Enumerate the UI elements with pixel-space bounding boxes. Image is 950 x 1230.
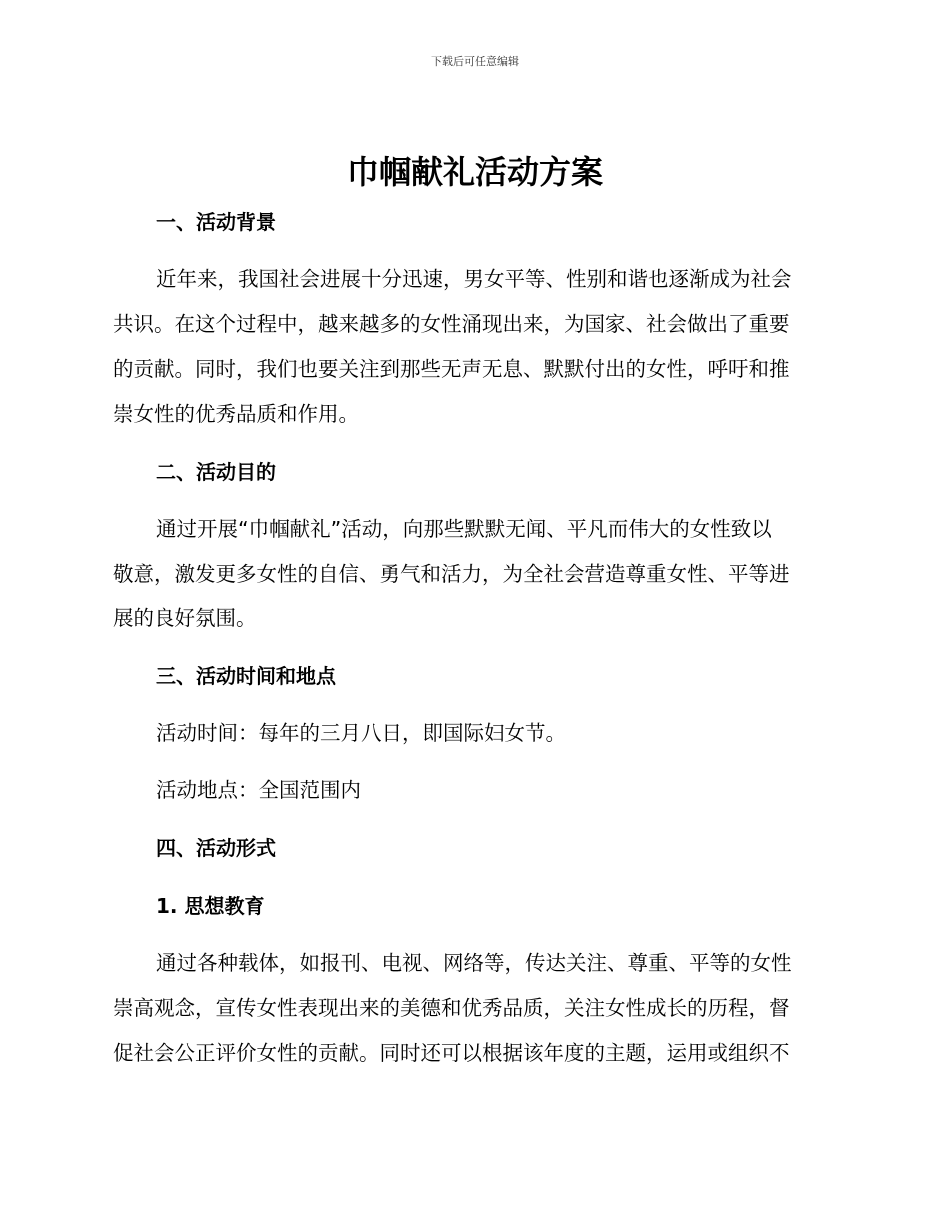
paragraph-line: 通过开展“巾帼献礼”活动，向那些默默无闻、平凡而伟大的女性致以 [156, 517, 772, 541]
section-heading-purpose: 二、活动目的 [156, 460, 276, 484]
paragraph-line: 崇女性的优秀品质和作用。 [113, 402, 359, 426]
activity-place: 活动地点：全国范围内 [156, 778, 361, 802]
paragraph-line: 促社会公正评价女性的贡献。同时还可以根据该年度的主题，运用或组织不 [113, 1041, 790, 1065]
section-heading-form: 四、活动形式 [156, 836, 276, 860]
paragraph-line: 共识。在这个过程中，越来越多的女性涌现出来，为国家、社会做出了重要 [113, 312, 790, 336]
activity-time: 活动时间：每年的三月八日，即国际妇女节。 [156, 721, 566, 745]
header-note: 下载后可任意编辑 [431, 55, 519, 68]
section-heading-time-place: 三、活动时间和地点 [156, 664, 336, 688]
section-heading-background: 一、活动背景 [156, 210, 276, 234]
paragraph-line: 的贡献。同时，我们也要关注到那些无声无息、默默付出的女性，呼吁和推 [113, 357, 790, 381]
paragraph-line: 通过各种载体，如报刊、电视、网络等，传达关注、尊重、平等的女性 [156, 951, 792, 975]
paragraph-line: 敬意，激发更多女性的自信、勇气和活力，为全社会营造尊重女性、平等进 [113, 562, 790, 586]
subheading-thought-education: 1. 思想教育 [156, 894, 265, 918]
document-title: 巾帼献礼活动方案 [346, 153, 603, 191]
paragraph-line: 展的良好氛围。 [113, 606, 257, 630]
paragraph-line: 近年来，我国社会进展十分迅速，男女平等、性别和谐也逐渐成为社会 [156, 267, 792, 291]
paragraph-line: 崇高观念，宣传女性表现出来的美德和优秀品质，关注女性成长的历程，督 [113, 996, 790, 1020]
